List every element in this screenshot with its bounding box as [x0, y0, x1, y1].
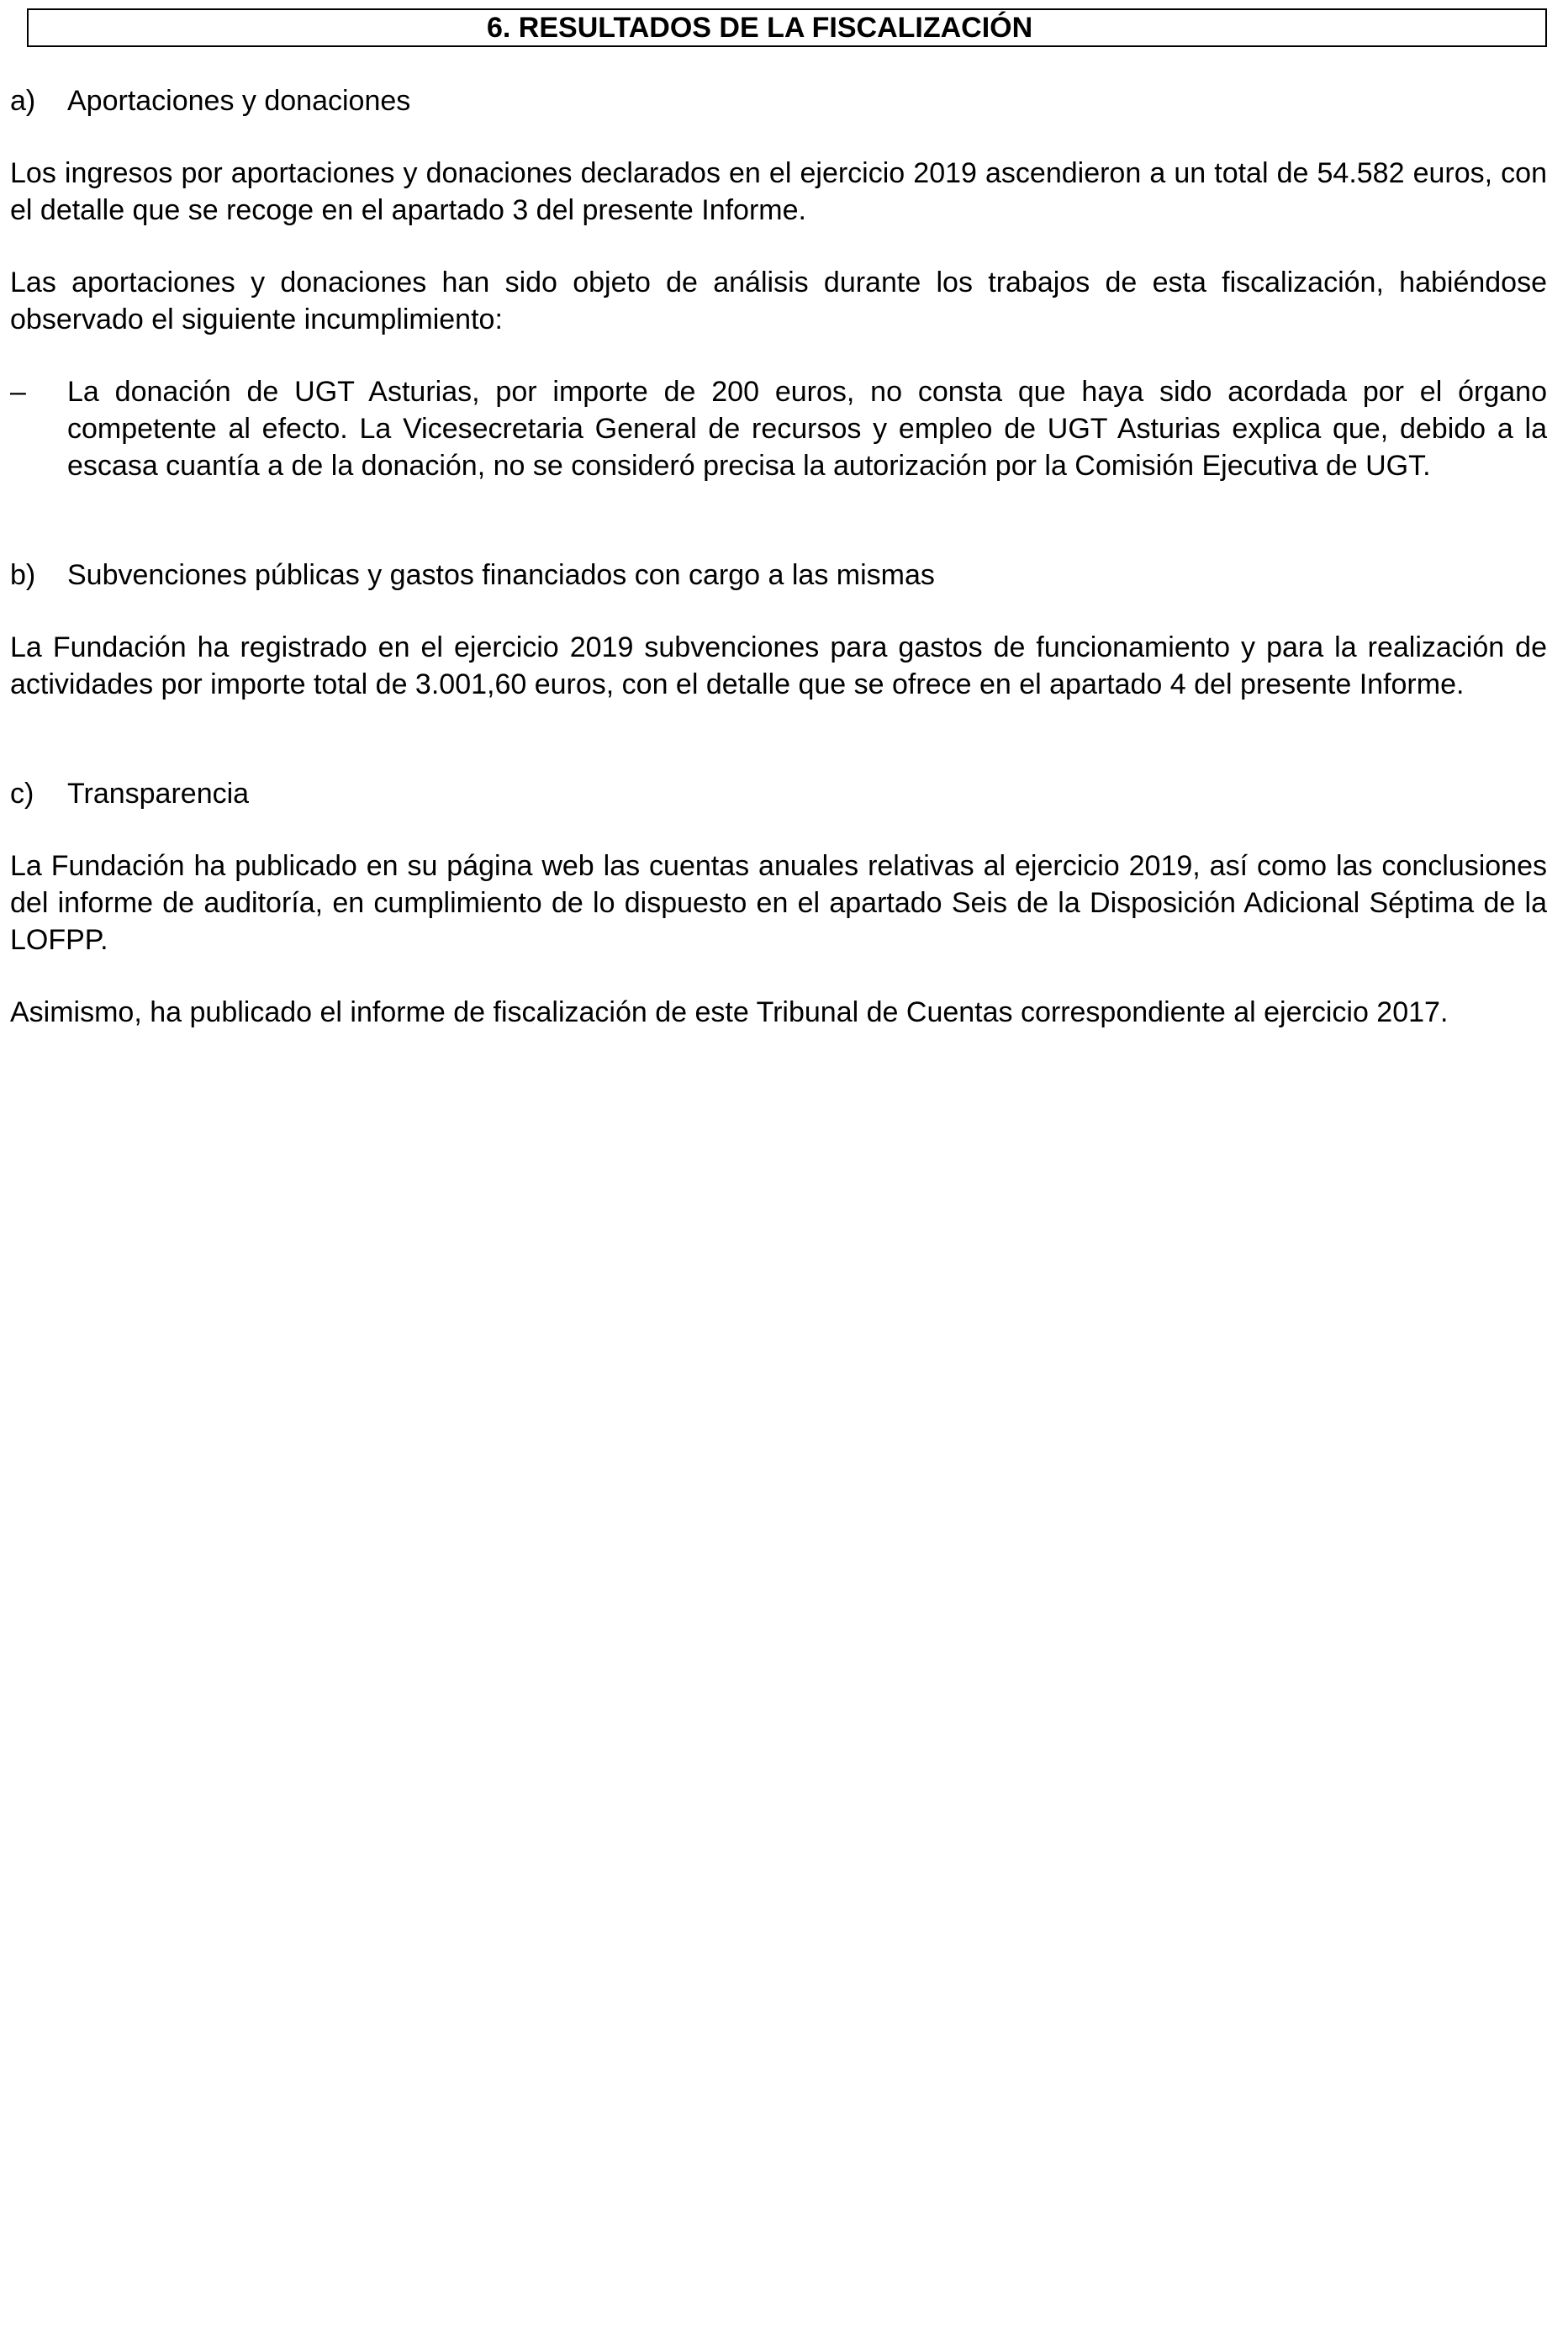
subheading-a-letter: a)	[10, 85, 36, 117]
subheading-b	[10, 557, 1547, 594]
document-page	[10, 8, 1547, 1031]
subheading-a-text: Aportaciones y donaciones	[67, 85, 411, 117]
subheading-c-letter: c)	[10, 778, 34, 810]
subheading-b-letter: b)	[10, 559, 36, 591]
paragraph-b-1: La Fundación ha registrado en el ejercicio 2019 subvenciones para gastos de funcionamiento y para la realización de actividades por importe total de 3.001,60 euros, con el detalle que se ofrece en el apartado 4 del presente Informe.	[10, 631, 1547, 700]
subheading-c	[10, 775, 1547, 812]
bullet-item	[10, 373, 1547, 484]
subheading-c-text: Transparencia	[67, 778, 250, 810]
subheading-b-text: Subvenciones públicas y gastos financiados con cargo a las mismas	[67, 559, 935, 591]
bullet-text: La donación de UGT Asturias, por importe de 200 euros, no consta que haya sido acordada por el órgano competente al efecto. La Vicesecretaria General de recursos y empleo de UGT Asturias explica que, debido a la escasa cuantía a de la donación, no se consideró precisa la autorización por la Comisión Ejecutiva de UGT.	[67, 376, 1547, 482]
paragraph-c-1: La Fundación ha publicado en su página web las cuentas anuales relativas al ejercicio 2019, así como las conclusiones del informe de auditoría, en cumplimiento de lo dispuesto en el apartado Seis de la Disposición Adicional Séptima de la LOFPP.	[10, 850, 1547, 956]
dash-marker: –	[10, 376, 26, 408]
paragraph-c-2: Asimismo, ha publicado el informe de fiscalización de este Tribunal de Cuentas correspondiente al ejercicio 2017.	[10, 996, 1449, 1028]
section-title: 6. RESULTADOS DE LA FISCALIZACIÓN	[27, 8, 1547, 47]
paragraph-a-2: Las aportaciones y donaciones han sido objeto de análisis durante los trabajos de esta fiscalización, habiéndose observado el siguiente incumplimiento:	[10, 267, 1547, 335]
subheading-a	[10, 82, 1547, 119]
paragraph-a-1: Los ingresos por aportaciones y donaciones declarados en el ejercicio 2019 ascendieron a un total de 54.582 euros, con el detalle que se recoge en el apartado 3 del presente Informe.	[10, 157, 1547, 226]
